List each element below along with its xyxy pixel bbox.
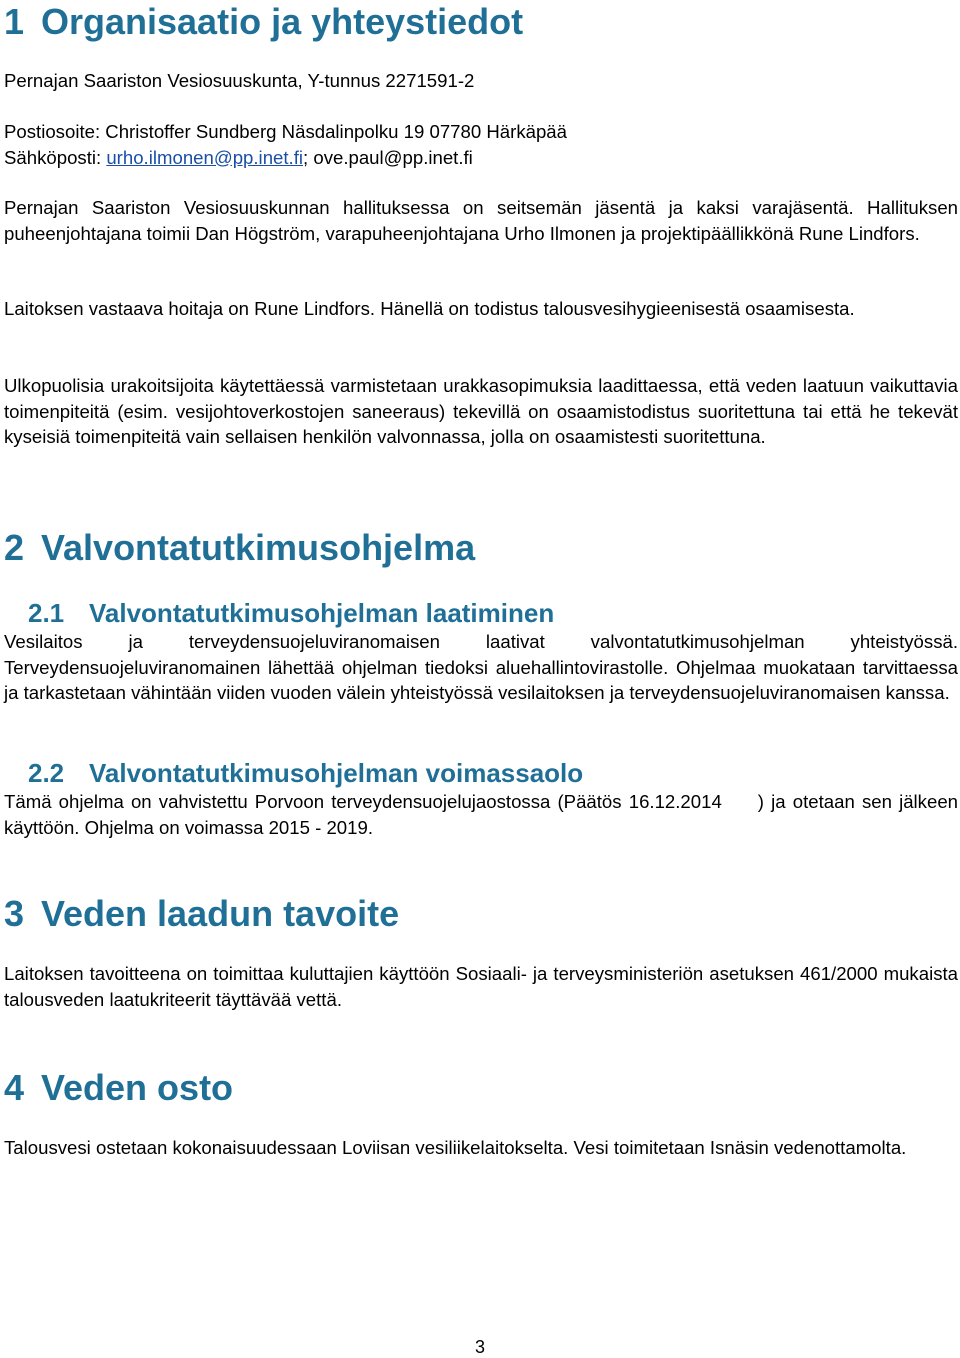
section-number: 4 [4, 1067, 25, 1108]
section-3-heading [4, 892, 399, 936]
section-title: Veden osto [41, 1067, 234, 1108]
section-number: 1 [4, 1, 25, 42]
manager-paragraph: Laitoksen vastaava hoitaja on Rune Lindfors. Hänellä on todistus talousvesihygieenisestä osaamisesta. [4, 298, 855, 319]
section-title: Valvontatutkimusohjelma [41, 527, 476, 568]
section-title: Organisaatio ja yhteystiedot [41, 1, 524, 42]
contact-block [4, 119, 958, 170]
subsection-title: Valvontatutkimusohjelman laatiminen [89, 598, 555, 628]
program-validity-paragraph [4, 789, 958, 840]
email-label: Sähköposti: [4, 146, 107, 168]
validity-text-end: ) ja otetaan sen jälkeen käyttöön. Ohjelma on voimassa 2015 - 2019. [4, 791, 958, 838]
postal-address: Postiosoite: Christoffer Sundberg Näsdalinpolku 19 07780 Härkäpää [4, 121, 567, 142]
subsection-number: 2.1 [28, 598, 65, 628]
board-paragraph: Pernajan Saariston Vesiosuuskunnan hallituksessa on seitsemän jäsentä ja kaksi varajäsentä. Hallituksen puheenjohtajana toimii Dan Högström, varapuheenjohtajana Urho Ilmonen ja projektipäällikkönä Rune Lindfors. [4, 197, 958, 244]
org-name-paragraph: Pernajan Saariston Vesiosuuskunta, Y-tunnus 2271591-2 [4, 70, 475, 91]
subsection-number: 2.2 [28, 758, 65, 788]
section-number: 2 [4, 527, 25, 568]
section-2-1-heading [4, 597, 554, 629]
program-creation-paragraph: Vesilaitos ja terveydensuojeluviranomaisen laativat valvontatutkimusohjelman yhteistyössä. Terveydensuojeluviranomainen lähettää ohjelman tiedoksi aluehallintovirastolle. Ohjelmaa muokataan tarvittaessa ja tarkastetaan vähintään viiden vuoden välein yhteistyössä vesilaitoksen ja terveydensuojeluviranomaisen kanssa. [4, 631, 958, 703]
section-1-heading [4, 0, 523, 44]
page-number: 3 [474, 1337, 485, 1357]
water-purchase-paragraph: Talousvesi ostetaan kokonaisuudessaan Loviisan vesiliikelaitokselta. Vesi toimitetaan Isnäsin vedenottamolta. [4, 1137, 907, 1158]
section-2-2-heading [4, 757, 583, 789]
subsection-title: Valvontatutkimusohjelman voimassaolo [89, 758, 584, 788]
quality-goal-paragraph: Laitoksen tavoitteena on toimittaa kuluttajien käyttöön Sosiaali- ja terveysministeriön asetuksen 461/2000 mukaista talousveden laatukriteerit täyttävää vettä. [4, 963, 958, 1010]
contractor-paragraph: Ulkopuolisia urakoitsijoita käytettäessä varmistetaan urakkasopimuksia laadittaessa, että veden laatuun vaikuttavia toimenpiteitä (esim. vesijohtoverkostojen saneeraus) tekevillä on osaamistodistus suoritettuna tai että he tekevät kyseisiä toimenpiteitä vain sellaisen henkilön valvonnassa, jolla on osaamistesti suoritettuna. [4, 375, 958, 447]
section-2-heading [4, 526, 475, 570]
section-title: Veden laadun tavoite [41, 893, 400, 934]
section-4-heading [4, 1066, 233, 1110]
section-number: 3 [4, 893, 25, 934]
email-secondary: ; ove.paul@pp.inet.fi [303, 146, 473, 168]
validity-text-start: Tämä ohjelma on vahvistettu Porvoon terveydensuojelujaostossa (Päätös 16.12.2014 [4, 791, 722, 812]
email-line [4, 145, 958, 171]
email-link[interactable]: urho.ilmonen@pp.inet.fi [106, 146, 304, 168]
